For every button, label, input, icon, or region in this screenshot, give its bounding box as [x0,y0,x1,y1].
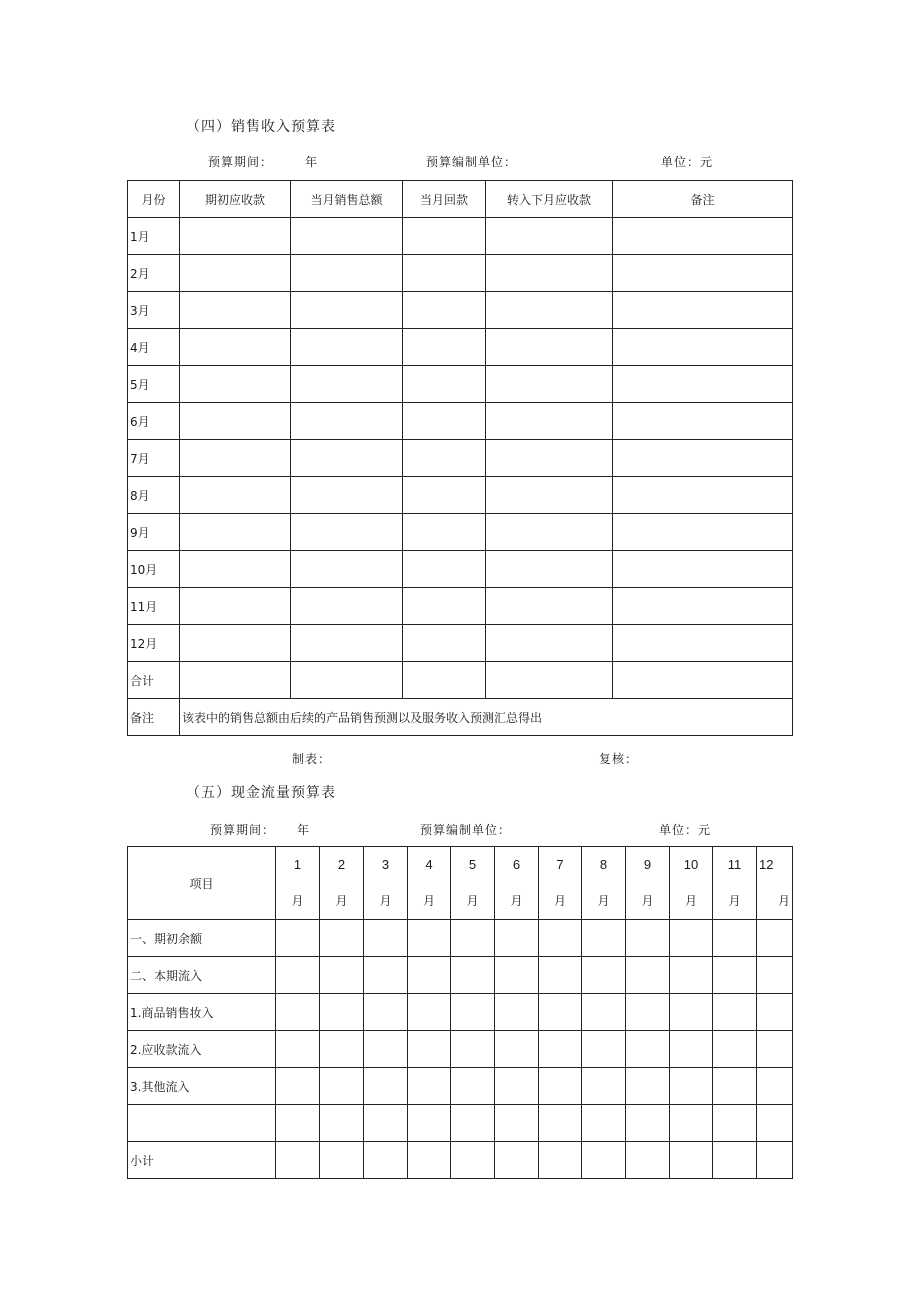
cash-input-cell[interactable] [539,1068,582,1105]
sales-month-cell: 10月 [128,551,180,588]
cash-input-cell[interactable] [713,994,757,1031]
month-number: 2 [337,857,346,872]
sales-input-cell[interactable] [403,625,486,662]
cash-row [128,957,793,994]
cash-row [128,1068,793,1105]
month-unit: 月 [510,894,523,908]
cash-month-header [320,847,364,920]
cash-input-cell[interactable] [364,1105,408,1142]
cash-input-cell[interactable] [670,1142,713,1179]
cash-input-cell[interactable] [408,1031,451,1068]
sales-input-cell[interactable] [291,366,403,403]
cash-input-cell[interactable] [276,1068,320,1105]
cash-input-cell[interactable] [582,1105,626,1142]
cash-input-cell[interactable] [364,920,408,957]
month-unit: 月 [466,894,479,908]
sales-input-cell[interactable] [403,218,486,255]
sales-input-cell[interactable] [486,366,613,403]
sales-month-cell: 11月 [128,588,180,625]
month-unit: 月 [728,894,741,908]
cash-input-cell[interactable] [670,920,713,957]
sales-note-row [128,699,793,736]
cash-input-cell[interactable] [582,1142,626,1179]
reviewer-label: 复核： [599,752,639,766]
month-number: 11 [727,857,742,872]
cash-input-cell[interactable] [626,1142,670,1179]
cash-input-cell[interactable] [757,1142,793,1179]
sales-row [128,366,793,403]
sales-input-cell[interactable] [613,625,793,662]
sales-input-cell[interactable] [180,514,291,551]
cash-input-cell[interactable] [670,957,713,994]
cash-input-cell[interactable] [713,920,757,957]
sales-input-cell[interactable] [291,514,403,551]
cash-input-cell[interactable] [320,1068,364,1105]
sales-input-cell[interactable] [403,477,486,514]
month-number: 5 [468,857,477,872]
month-number: 6 [512,857,521,872]
sales-month-cell: 合计 [128,662,180,699]
maker-label: 制表： [292,752,332,766]
sales-input-cell[interactable] [486,329,613,366]
sales-input-cell[interactable] [613,588,793,625]
sales-input-cell[interactable] [613,366,793,403]
cash-input-cell[interactable] [451,1031,495,1068]
sales-input-cell[interactable] [291,551,403,588]
month-unit: 月 [641,894,654,908]
sales-input-cell[interactable] [291,218,403,255]
sales-input-cell[interactable] [180,440,291,477]
sales-input-cell[interactable] [403,551,486,588]
cash-input-cell[interactable] [626,920,670,957]
cash-input-cell[interactable] [276,994,320,1031]
cash-input-cell[interactable] [495,1068,539,1105]
sales-input-cell[interactable] [291,292,403,329]
cash-input-cell[interactable] [539,1142,582,1179]
cash-input-cell[interactable] [582,957,626,994]
sales-row [128,551,793,588]
cash-input-cell[interactable] [408,957,451,994]
sales-row [128,588,793,625]
cash-input-cell[interactable] [451,1142,495,1179]
sales-month-cell: 1月 [128,218,180,255]
sales-unit-label: 预算编制单位： [426,155,518,169]
cash-input-cell[interactable] [626,994,670,1031]
month-number: 1 [293,857,302,872]
cash-input-cell[interactable] [276,1142,320,1179]
cash-input-cell[interactable] [276,1105,320,1142]
cash-row [128,1142,793,1179]
cash-input-cell[interactable] [451,1068,495,1105]
sales-input-cell[interactable] [486,625,613,662]
sales-input-cell[interactable] [403,588,486,625]
cash-input-cell[interactable] [757,920,793,957]
cash-input-cell[interactable] [320,1031,364,1068]
cash-input-cell[interactable] [757,1105,793,1142]
sales-row [128,218,793,255]
cash-input-cell[interactable] [582,1068,626,1105]
month-unit: 月 [291,894,304,908]
sales-input-cell[interactable] [613,255,793,292]
cashflow-budget-table [127,846,793,1179]
cash-item-cell: 一、期初余额 [128,920,276,957]
cash-row [128,1031,793,1068]
cash-month-header [626,847,670,920]
cash-input-cell[interactable] [320,994,364,1031]
sales-month-cell: 7月 [128,440,180,477]
month-unit: 月 [684,894,697,908]
sales-header-cell: 当月回款 [403,181,486,218]
sales-note-text: 该表中的销售总额由后续的产品销售预测以及服务收入预测汇总得出 [180,699,793,736]
cash-input-cell[interactable] [364,957,408,994]
sales-month-cell: 8月 [128,477,180,514]
cash-input-cell[interactable] [320,920,364,957]
cash-month-header [539,847,582,920]
month-unit: 月 [597,894,610,908]
sales-input-cell[interactable] [486,292,613,329]
sales-input-cell[interactable] [180,551,291,588]
sales-input-cell[interactable] [291,440,403,477]
cash-input-cell[interactable] [276,1031,320,1068]
sales-input-cell[interactable] [486,477,613,514]
cash-input-cell[interactable] [451,957,495,994]
sales-input-cell[interactable] [403,440,486,477]
sales-input-cell[interactable] [403,514,486,551]
cash-input-cell[interactable] [408,1068,451,1105]
cash-input-cell[interactable] [495,994,539,1031]
cash-input-cell[interactable] [495,1142,539,1179]
sales-input-cell[interactable] [180,292,291,329]
sales-input-cell[interactable] [403,329,486,366]
cash-item-cell: 3.其他流入 [128,1068,276,1105]
sales-currency-label: 单位：元 [661,155,714,169]
month-number: 8 [599,857,608,872]
month-number: 7 [556,857,564,872]
cash-input-cell[interactable] [364,1142,408,1179]
sales-input-cell[interactable] [180,218,291,255]
cash-input-cell[interactable] [320,1105,364,1142]
cash-row [128,994,793,1031]
sales-header-row [128,181,793,218]
month-number: 12 [759,857,774,872]
cash-input-cell[interactable] [670,994,713,1031]
cash-input-cell[interactable] [757,957,793,994]
cash-input-cell[interactable] [670,1068,713,1105]
sales-input-cell[interactable] [613,551,793,588]
cash-item-header: 项目 [128,847,276,920]
sales-budget-table [127,180,793,736]
cash-input-cell[interactable] [451,920,495,957]
sales-input-cell[interactable] [486,440,613,477]
sales-input-cell[interactable] [291,403,403,440]
sales-header-cell: 备注 [613,181,793,218]
sales-input-cell[interactable] [613,218,793,255]
sales-input-cell[interactable] [486,218,613,255]
cash-input-cell[interactable] [539,920,582,957]
cash-month-header [495,847,539,920]
sales-row [128,514,793,551]
cash-input-cell[interactable] [451,994,495,1031]
sales-input-cell[interactable] [180,255,291,292]
month-number: 9 [643,857,652,872]
cash-input-cell[interactable] [757,1031,793,1068]
sales-input-cell[interactable] [403,366,486,403]
sales-input-cell[interactable] [180,588,291,625]
sales-month-cell: 2月 [128,255,180,292]
sales-input-cell[interactable] [486,255,613,292]
cash-input-cell[interactable] [451,1105,495,1142]
sales-row [128,292,793,329]
sales-row [128,403,793,440]
cash-input-cell[interactable] [626,1105,670,1142]
sales-row [128,255,793,292]
sales-input-cell[interactable] [291,329,403,366]
sales-input-cell[interactable] [613,477,793,514]
cash-input-cell[interactable] [713,957,757,994]
sales-input-cell[interactable] [403,292,486,329]
sales-month-cell: 6月 [128,403,180,440]
sales-input-cell[interactable] [180,403,291,440]
cash-input-cell[interactable] [713,1105,757,1142]
cash-header-row [128,847,793,920]
cash-input-cell[interactable] [408,1105,451,1142]
sales-input-cell[interactable] [291,477,403,514]
cash-input-cell[interactable] [495,957,539,994]
cash-month-header [757,847,793,920]
cash-input-cell[interactable] [276,957,320,994]
cash-input-cell[interactable] [670,1031,713,1068]
sales-input-cell[interactable] [486,662,613,699]
sales-row [128,477,793,514]
cash-period-label: 预算期间： [210,823,276,837]
sales-period-label: 预算期间： [208,155,274,169]
sales-month-cell: 3月 [128,292,180,329]
cash-input-cell[interactable] [320,957,364,994]
cash-input-cell[interactable] [495,920,539,957]
month-unit: 月 [422,894,435,908]
sales-input-cell[interactable] [403,403,486,440]
cash-input-cell[interactable] [582,920,626,957]
month-unit: 月 [379,894,392,908]
cash-input-cell[interactable] [713,1142,757,1179]
cash-row [128,920,793,957]
cash-item-cell: 2.应收款流入 [128,1031,276,1068]
cash-input-cell[interactable] [539,1105,582,1142]
sales-input-cell[interactable] [291,625,403,662]
cash-input-cell[interactable] [626,1031,670,1068]
cash-input-cell[interactable] [364,1031,408,1068]
cash-item-cell [128,1105,276,1142]
sales-row [128,625,793,662]
cash-input-cell[interactable] [757,994,793,1031]
cash-input-cell[interactable] [626,1068,670,1105]
sales-row [128,662,793,699]
cash-input-cell[interactable] [495,1031,539,1068]
sales-input-cell[interactable] [291,662,403,699]
sales-input-cell[interactable] [486,514,613,551]
sales-input-cell[interactable] [180,329,291,366]
cash-input-cell[interactable] [582,994,626,1031]
cash-input-cell[interactable] [408,1142,451,1179]
sales-input-cell[interactable] [180,625,291,662]
sales-year-label: 年 [305,155,319,169]
cash-input-cell[interactable] [364,994,408,1031]
sales-input-cell[interactable] [613,514,793,551]
sales-input-cell[interactable] [403,255,486,292]
cash-item-cell: 1.商品销售妆入 [128,994,276,1031]
cash-input-cell[interactable] [713,1031,757,1068]
sales-note-label: 备注 [128,699,180,736]
cash-month-header [451,847,495,920]
sales-input-cell[interactable] [613,440,793,477]
cash-input-cell[interactable] [757,1068,793,1105]
cash-row [128,1105,793,1142]
month-number: 3 [381,857,390,872]
sales-header-cell: 转入下月应收款 [486,181,613,218]
cash-month-header [364,847,408,920]
cash-item-cell: 小计 [128,1142,276,1179]
sales-table-title: （四）销售收入预算表 [186,119,336,135]
sales-input-cell[interactable] [291,588,403,625]
cash-input-cell[interactable] [626,957,670,994]
cash-input-cell[interactable] [364,1068,408,1105]
sales-input-cell[interactable] [180,366,291,403]
sales-input-cell[interactable] [486,588,613,625]
cash-month-header [276,847,320,920]
cash-year-label: 年 [297,823,311,837]
cash-unit-label: 预算编制单位： [420,823,512,837]
cash-input-cell[interactable] [539,957,582,994]
sales-input-cell[interactable] [613,292,793,329]
cashflow-table-title: （五）现金流量预算表 [186,785,336,801]
month-number: 10 [683,857,699,872]
cash-input-cell[interactable] [713,1068,757,1105]
sales-input-cell[interactable] [291,255,403,292]
sales-input-cell[interactable] [180,662,291,699]
cash-input-cell[interactable] [408,994,451,1031]
cash-input-cell[interactable] [495,1105,539,1142]
sales-input-cell[interactable] [486,551,613,588]
sales-input-cell[interactable] [180,477,291,514]
cash-month-header [713,847,757,920]
cash-input-cell[interactable] [670,1105,713,1142]
sales-month-cell: 4月 [128,329,180,366]
month-unit: 月 [553,894,566,908]
cash-month-header [408,847,451,920]
sales-input-cell[interactable] [403,662,486,699]
cash-input-cell[interactable] [582,1031,626,1068]
cash-month-header [670,847,713,920]
cash-input-cell[interactable] [320,1142,364,1179]
month-number: 4 [425,857,433,872]
cash-month-header [582,847,626,920]
month-unit: 月 [777,894,790,908]
sales-input-cell[interactable] [613,329,793,366]
sales-row [128,440,793,477]
sales-input-cell[interactable] [613,403,793,440]
sales-row [128,329,793,366]
sales-month-cell: 5月 [128,366,180,403]
sales-input-cell[interactable] [486,403,613,440]
cash-item-cell: 二、本期流入 [128,957,276,994]
cash-input-cell[interactable] [539,1031,582,1068]
cash-input-cell[interactable] [539,994,582,1031]
sales-header-cell: 当月销售总额 [291,181,403,218]
cash-currency-label: 单位：元 [659,823,712,837]
sales-header-cell: 月份 [128,181,180,218]
month-unit: 月 [335,894,348,908]
cash-input-cell[interactable] [276,920,320,957]
cash-input-cell[interactable] [408,920,451,957]
sales-month-cell: 12月 [128,625,180,662]
sales-input-cell[interactable] [613,662,793,699]
sales-month-cell: 9月 [128,514,180,551]
sales-header-cell: 期初应收款 [180,181,291,218]
